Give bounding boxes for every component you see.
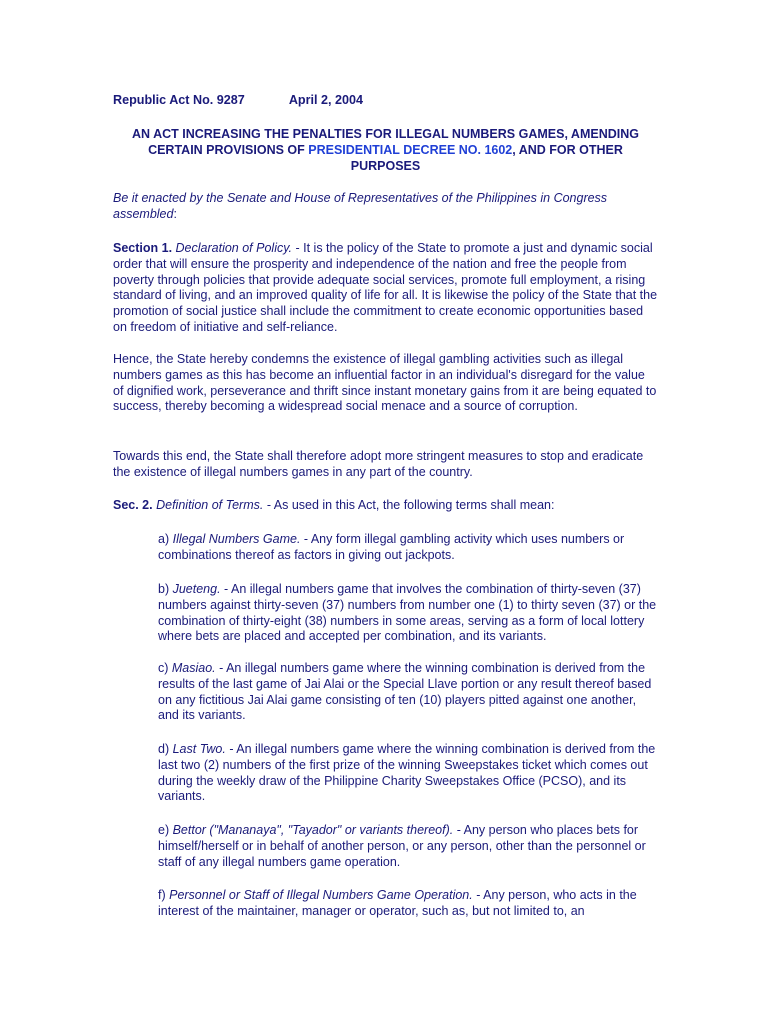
act-title [113, 126, 658, 174]
section-2-heading: Definition of Terms. [156, 498, 264, 512]
definition-text: - An illegal numbers game that involves the combination of thirty-seven (37) numbers against thirty-seven (37) numbers from number one (1) to thirty seven (37) or the combination of thirty-eight (38) numbers in some areas, serving as a form of local lottery where bets are placed and accepted per combination, and its variants. [158, 582, 657, 644]
section-1-label: Section 1. [113, 241, 173, 255]
definition-term: Bettor ("Mananaya", "Tayador" or variants thereof). [172, 823, 454, 837]
title-text-part1: AN ACT INCREASING THE PENALTIES FOR ILLEGAL NUMBERS GAMES, AMENDING CERTAIN PROVISIONS OF [132, 127, 639, 157]
definition-prefix: b) [158, 582, 173, 596]
definition-text: - Any person who places bets for himself/herself or in behalf of another person, or any person, other than the personnel or staff of any illegal numbers game operation. [158, 823, 646, 869]
paragraph-hence: Hence, the State hereby condemns the existence of illegal gambling activities such as illegal numbers games as this has become an influential factor in an individual's disregard for the value of dignified work, perseverance and thrift since instant monetary gains from it are being equated to success, thereby becoming a widespread social menace and a source of corruption. [113, 352, 657, 414]
section-2 [113, 498, 658, 514]
title-text-part2: , AND FOR OTHER PURPOSES [350, 143, 623, 173]
paragraph-towards: Towards this end, the State shall therefore adopt more stringent measures to stop and eradicate the existence of illegal numbers games in any part of the country. [113, 449, 644, 479]
section-1-heading: Declaration of Policy. [175, 241, 293, 255]
presidential-decree-link[interactable]: PRESIDENTIAL DECREE NO. 1602 [308, 143, 513, 157]
definition-text: - An illegal numbers game where the winning combination is derived from the results of the last game of Jai Alai or the Special Llave portion or any result thereof based on any fictitious Jai Alai game consisting of ten (10) players pitted against one another, and its variants. [158, 661, 652, 723]
definition-text: - An illegal numbers game where the winning combination is derived from the last two (2) numbers of the first prize of the winning Sweepstakes ticket which comes out during the weekly draw of the Philippine Charity Sweepstakes Office (PCSO), and its variants. [158, 742, 656, 804]
definition-item [158, 661, 658, 724]
enacting-clause [113, 191, 658, 223]
definition-item [158, 582, 658, 645]
enacting-suffix: : [173, 206, 177, 221]
definition-term: Masiao. [171, 661, 216, 675]
definition-item [158, 888, 658, 920]
definition-term: Illegal Numbers Game. [172, 532, 301, 546]
act-date: April 2, 2004 [288, 93, 364, 107]
section-2-text: - As used in this Act, the following terms shall mean: [263, 498, 555, 512]
definition-prefix: a) [158, 532, 173, 546]
section-1-text: - It is the policy of the State to promote a just and dynamic social order that will ensure the prosperity and independence of the nation and free the people from poverty through policies that provide adequate social services, promote full employment, a rising standard of living, and an improved quality of life for all. It is likewise the policy of the State that the promotion of social justice shall include the commitment to create economic opportunities based on freedom of initiative and self-reliance. [113, 241, 658, 334]
act-number: Republic Act No. 9287 [113, 93, 245, 107]
section-1 [113, 241, 658, 336]
enacting-text: Be it enacted by the Senate and House of Representatives of the Philippines in Congress assembled [113, 191, 608, 221]
definition-term: Personnel or Staff of Illegal Numbers Game Operation. [169, 888, 473, 902]
definition-prefix: c) [158, 661, 172, 675]
definition-prefix: e) [158, 823, 173, 837]
definition-item [158, 532, 658, 564]
document-header [113, 93, 658, 109]
definition-prefix: f) [158, 888, 170, 902]
definition-text: - Any person, who acts in the interest of the maintainer, manager or operator, such as, but not limited to, an [158, 888, 637, 918]
definition-text: - Any form illegal gambling activity which uses numbers or combinations thereof as factors in giving out jackpots. [158, 532, 625, 562]
definition-item [158, 742, 658, 805]
definition-term: Last Two. [172, 742, 226, 756]
definition-term: Jueteng. [172, 582, 221, 596]
section-2-label: Sec. 2. [113, 498, 153, 512]
definition-prefix: d) [158, 742, 173, 756]
definition-item [158, 823, 658, 870]
